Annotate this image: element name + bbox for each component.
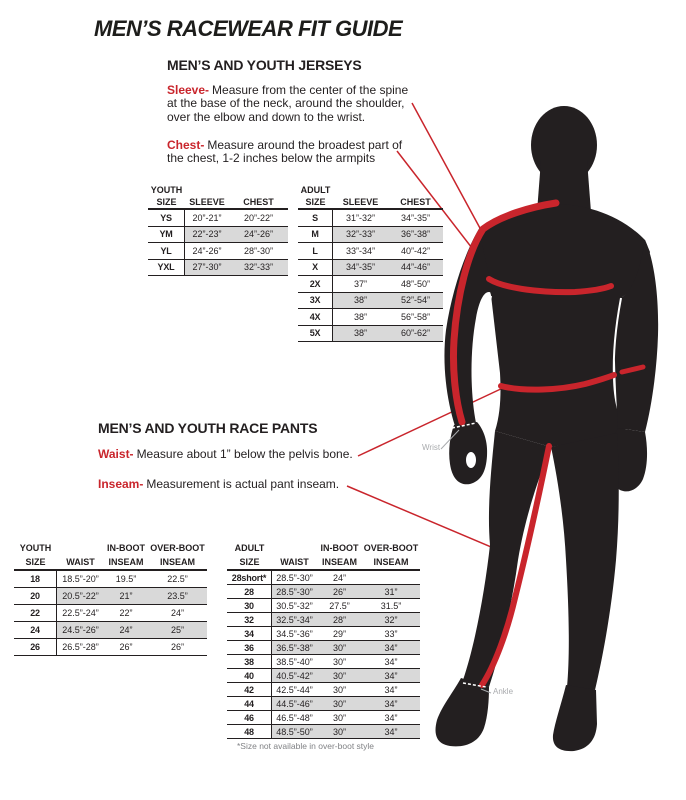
table-cell: 29” xyxy=(332,628,346,639)
size-cell: 24 xyxy=(14,622,57,638)
column-header-top xyxy=(229,184,288,196)
size-cell: 46 xyxy=(227,711,272,724)
size-cell: 32 xyxy=(227,613,272,626)
table-cell: 27”-30” xyxy=(185,260,229,276)
table-row xyxy=(148,260,288,277)
table-cell: 28”-30” xyxy=(243,245,273,256)
column-header-top: YOUTH xyxy=(150,185,183,195)
column-header-top: ADULT xyxy=(234,543,265,553)
table-cell: 34” xyxy=(384,712,398,723)
table-cell: 37” xyxy=(353,278,367,289)
table-cell: 20.5”-22” xyxy=(57,588,104,604)
size-cell: 42 xyxy=(227,683,272,696)
table-row xyxy=(14,639,207,656)
table-row xyxy=(227,655,420,669)
table-cell: 52”-54” xyxy=(388,293,443,309)
size-cell: 18 xyxy=(14,571,57,587)
table-cell: 34.5”-36” xyxy=(276,628,313,639)
size-cell: YXL xyxy=(148,260,185,276)
waist-text: Measure about 1” below the pelvis bone. xyxy=(136,447,353,461)
table-cell: 22”-23” xyxy=(185,227,229,243)
column-header: WAIST xyxy=(280,557,309,567)
table-cell: 26.5”-28” xyxy=(62,642,99,652)
adult-jersey-size-table xyxy=(298,184,443,342)
table-cell: 28.5”-30” xyxy=(276,572,313,583)
right-leg xyxy=(551,433,619,690)
column-header-top xyxy=(388,184,443,196)
table-cell: 24.5”-26” xyxy=(57,622,104,638)
table-row xyxy=(227,571,420,585)
size-cell: X xyxy=(298,260,333,276)
column-header-top xyxy=(272,541,317,555)
table-cell: 48.5”-50” xyxy=(272,725,317,738)
size-cell: 20 xyxy=(14,588,57,604)
sleeve-term: Sleeve- xyxy=(167,83,210,97)
chest-term: Chest- xyxy=(167,138,205,152)
table-cell: 34”-35” xyxy=(333,260,388,276)
table-cell: 26” xyxy=(119,642,133,652)
table-cell: 30.5”-32” xyxy=(276,600,313,611)
column-header-top: YOUTH xyxy=(19,543,52,553)
table-cell: 38” xyxy=(353,311,367,322)
size-cell: 48 xyxy=(227,725,272,738)
table-cell: 22” xyxy=(119,608,133,618)
size-cell: S xyxy=(298,210,333,226)
column-header-top: OVER-BOOT xyxy=(150,543,205,553)
column-header: CHEST xyxy=(400,197,431,207)
table-cell: 28” xyxy=(317,613,362,626)
column-header-top: ADULT xyxy=(300,185,331,195)
table-row xyxy=(227,585,420,599)
youth-jersey-size-table xyxy=(148,184,288,276)
column-header-top xyxy=(333,184,388,196)
inseam-text: Measurement is actual pant inseam. xyxy=(146,477,340,491)
table-cell: 30” xyxy=(317,669,362,682)
table-cell: 34” xyxy=(362,697,420,710)
left-foot xyxy=(436,678,489,746)
table-cell: 32”-33” xyxy=(333,227,388,243)
column-header-top: OVER-BOOT xyxy=(363,543,419,553)
table-row xyxy=(298,210,443,227)
table-cell: 34” xyxy=(384,656,398,667)
table-row xyxy=(148,210,288,227)
size-cell: 36 xyxy=(227,641,272,654)
table-cell: 30” xyxy=(332,656,346,667)
table-row xyxy=(298,326,443,343)
column-header: INSEAM xyxy=(373,557,409,567)
column-header-top xyxy=(185,184,229,196)
right-foot xyxy=(553,685,597,751)
table-row xyxy=(14,622,207,639)
table-cell: 38” xyxy=(333,326,388,342)
column-header: INSEAM xyxy=(108,557,144,567)
table-cell: 20”-22” xyxy=(243,212,273,223)
table-cell: 34”-35” xyxy=(400,212,430,223)
table-cell: 34” xyxy=(362,725,420,738)
table-cell: 34” xyxy=(384,684,398,695)
table-row xyxy=(298,260,443,277)
table-row xyxy=(14,571,207,588)
ankle-label: Ankle xyxy=(493,687,514,696)
column-header: WAIST xyxy=(66,557,95,567)
table-row xyxy=(148,227,288,244)
size-cell: 44 xyxy=(227,697,272,710)
table-cell: 26” xyxy=(170,642,184,652)
left-hand xyxy=(449,422,487,484)
wrist-label: Wrist xyxy=(422,443,441,452)
size-cell: 40 xyxy=(227,669,272,682)
table-row xyxy=(298,227,443,244)
table-row xyxy=(148,243,288,260)
table-cell: 42.5”-44” xyxy=(276,684,313,695)
table-cell: 32.5”-34” xyxy=(272,613,317,626)
column-header-top: IN-BOOT xyxy=(107,543,145,553)
table-cell: 30” xyxy=(332,712,346,723)
table-cell: 33”-34” xyxy=(345,245,375,256)
table-cell: 24” xyxy=(104,622,148,638)
waist-term: Waist- xyxy=(98,447,134,461)
table-cell: 44.5”-46” xyxy=(272,697,317,710)
size-cell: 28 xyxy=(227,585,272,598)
youth-pants-size-table xyxy=(14,541,207,656)
table-cell: 24” xyxy=(170,608,184,618)
table-cell: 40.5”-42” xyxy=(272,669,317,682)
size-footnote: *Size not available in over-boot style xyxy=(237,741,375,751)
table-cell: 40”-42” xyxy=(400,245,430,256)
pants-section-heading: MEN’S AND YOUTH RACE PANTS xyxy=(98,420,318,436)
table-cell: 38.5”-40” xyxy=(276,656,313,667)
size-cell: M xyxy=(298,227,333,243)
table-cell: 30” xyxy=(317,641,362,654)
table-cell: 24”-26” xyxy=(192,245,222,256)
table-row xyxy=(227,613,420,627)
column-header: SLEEVE xyxy=(342,197,379,207)
column-header-top: IN-BOOT xyxy=(320,543,359,553)
table-row xyxy=(14,588,207,605)
table-cell: 21” xyxy=(104,588,148,604)
size-cell: 3X xyxy=(298,293,333,309)
column-header: SIZE xyxy=(305,197,326,207)
chest-text: Measure around the broadest part of the chest, 1-2 inches below the armpits xyxy=(167,138,403,166)
size-cell: 28short* xyxy=(227,571,272,584)
size-cell: 22 xyxy=(14,605,57,621)
table-cell: 34” xyxy=(362,641,420,654)
size-cell: 30 xyxy=(227,599,272,612)
inseam-term: Inseam- xyxy=(98,477,144,491)
table-cell: 60”-62” xyxy=(388,326,443,342)
table-cell: 30” xyxy=(332,684,346,695)
table-row xyxy=(227,627,420,641)
table-row xyxy=(227,725,420,739)
table-cell: 30” xyxy=(317,725,362,738)
page-title: MEN’S RACEWEAR FIT GUIDE xyxy=(94,16,403,41)
table-row xyxy=(298,309,443,326)
table-row xyxy=(227,697,420,711)
table-cell: 27.5” xyxy=(329,600,350,611)
table-cell: 44”-46” xyxy=(388,260,443,276)
size-cell: YM xyxy=(148,227,185,243)
table-cell: 18.5”-20” xyxy=(62,574,99,584)
size-cell: 34 xyxy=(227,627,272,640)
column-header: SIZE xyxy=(156,197,177,207)
column-header: CHEST xyxy=(243,197,274,207)
size-cell: 26 xyxy=(14,639,57,655)
table-cell: 46.5”-48” xyxy=(276,712,313,723)
table-cell: 36”-38” xyxy=(388,227,443,243)
table-cell: 20”-21” xyxy=(192,212,222,223)
adult-pants-size-table xyxy=(227,541,420,739)
table-cell: 31.5” xyxy=(380,600,402,611)
inseam-note xyxy=(98,478,408,491)
table-row xyxy=(298,293,443,310)
table-cell: 28.5”-30” xyxy=(272,585,317,598)
table-cell: 30” xyxy=(317,697,362,710)
size-cell: 4X xyxy=(298,309,333,325)
left-hand-finger-gap xyxy=(466,452,476,468)
column-header: SIZE xyxy=(25,557,46,567)
table-cell: 24” xyxy=(332,572,346,583)
table-cell: 33” xyxy=(384,628,398,639)
table-cell: 38” xyxy=(333,293,388,309)
table-row xyxy=(227,683,420,697)
table-row xyxy=(227,711,420,725)
table-row xyxy=(298,276,443,293)
waist-note xyxy=(98,448,408,461)
table-cell: 26” xyxy=(317,585,362,598)
size-cell: YL xyxy=(148,243,185,259)
table-cell: 31” xyxy=(362,585,420,598)
table-row xyxy=(227,669,420,683)
table-row xyxy=(227,641,420,655)
table-cell: 32”-33” xyxy=(229,260,288,276)
sleeve-note xyxy=(167,84,419,124)
table-row xyxy=(227,599,420,613)
table-row xyxy=(298,243,443,260)
size-cell: 38 xyxy=(227,655,272,668)
table-cell: 23.5” xyxy=(148,588,207,604)
column-header: SLEEVE xyxy=(189,197,225,207)
table-cell: 34” xyxy=(362,669,420,682)
chest-note xyxy=(167,139,419,166)
table-cell: 48”-50” xyxy=(400,278,430,289)
table-cell: 36.5”-38” xyxy=(272,641,317,654)
table-cell: 56”-58” xyxy=(400,311,430,322)
size-cell: 2X xyxy=(298,276,333,292)
table-cell xyxy=(362,571,420,584)
table-row xyxy=(14,605,207,622)
size-cell: L xyxy=(298,243,333,259)
column-header: INSEAM xyxy=(159,557,195,567)
sleeve-text: Measure from the center of the spine at the base of the neck, around the shoulder, over the elbow and down to the wrist. xyxy=(167,83,409,124)
table-cell: 19.5” xyxy=(115,574,137,584)
table-cell: 31”-32” xyxy=(345,212,375,223)
table-cell: 22.5” xyxy=(167,574,188,584)
column-header-top xyxy=(57,541,104,555)
table-cell: 22.5”-24” xyxy=(62,608,99,618)
column-header: INSEAM xyxy=(321,557,357,567)
table-cell: 25” xyxy=(148,622,207,638)
jerseys-section-heading: MEN’S AND YOUTH JERSEYS xyxy=(167,57,362,73)
size-cell: 5X xyxy=(298,326,333,342)
size-cell: YS xyxy=(148,210,185,226)
column-header: SIZE xyxy=(239,557,260,567)
table-cell: 24”-26” xyxy=(229,227,288,243)
table-cell: 32” xyxy=(362,613,420,626)
